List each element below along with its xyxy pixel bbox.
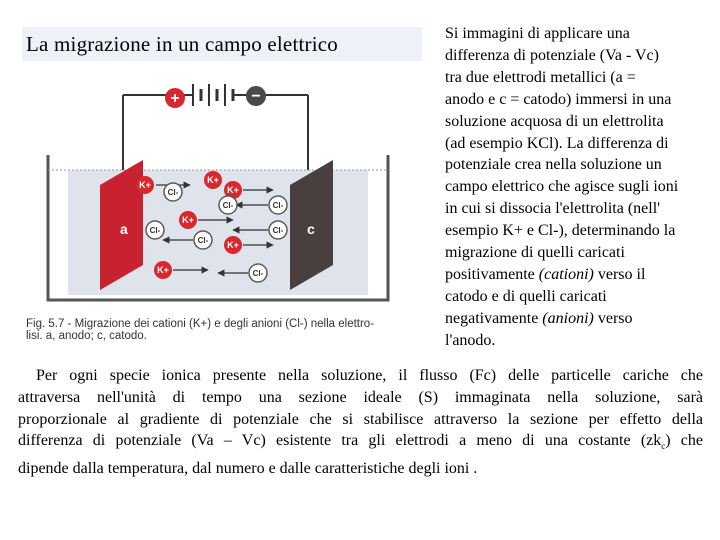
anion-cl-3-label: Cl- [222,201,234,210]
paragraph-line: attraversa nell'unità di tempo una sezione ideale (S) immaginata nella soluzione, sarà [18,388,703,406]
caption-line: lisi. a, anodo; c, catodo. [26,330,147,342]
cation-k-4-label: K+ [227,240,239,250]
cation-k-2-label: K+ [227,185,239,195]
side-line: differenza di potenziale (Va - Vc) [445,46,659,64]
minus-sign: − [251,88,261,105]
side-line: l'anodo. [445,331,496,349]
side-line-part: verso il [593,265,646,283]
slide-title-text: La migrazione in un campo elettrico [26,32,338,56]
side-line-part: positivamente [445,265,539,283]
side-line: potenziale crea nella soluzione un [445,156,662,174]
anions-term: (anioni) [542,309,594,327]
cation-k-5-label: K+ [157,265,169,275]
cations-term: (cationi) [538,265,594,283]
anion-cl-6-label: Cl- [252,269,264,278]
paragraph-line-part: ) che [665,432,704,450]
caption-line: Fig. 5.7 - Migrazione dei cationi (K+) e degli anioni (Cl-) nella elettro- [26,318,375,330]
electrolysis-diagram [18,80,418,320]
figure-caption [26,318,426,342]
anion-cl-1-label: Cl- [167,188,179,197]
paragraph-line [18,430,703,458]
paragraph-line: proporzionale al gradiente di potenziale che si stabilisce attraverso la sezione per effetto della [18,410,703,428]
paragraph-line-part: differenza di potenziale (Va – Vc) esistente tra gli elettrodi a meno di una costante (zk [18,432,662,450]
side-explanation [445,23,713,352]
side-line: anodo e c = catodo) immersi in una [445,90,672,108]
side-line: Si immagini di applicare una [445,25,630,42]
cation-k-6-label: K+ [207,175,219,185]
cathode-label: c [307,221,315,237]
cation-k-1-label: K+ [139,180,151,190]
side-line: tra due elettrodi metallici (a = [445,68,636,86]
side-line-part: negativamente [445,309,543,327]
side-line: campo elettrico che agisce sugli ioni [445,178,679,196]
side-line: catodo e di quelli caricati [445,287,607,305]
plus-sign: + [170,90,180,107]
body-paragraph [18,365,703,480]
side-line: soluzione acquosa di un elettrolita [445,112,664,130]
side-line: migrazione di quelli caricati [445,244,625,262]
side-line [445,308,713,330]
side-line-part: verso [593,309,633,327]
anion-cl-2-label: Cl- [272,201,284,210]
cation-k-3-label: K+ [182,215,194,225]
side-line [445,264,713,286]
electrolysis-figure [18,80,418,350]
side-line: in cui si dissocia l'elettrolita (nell' [445,200,661,218]
subscript-c: c [661,441,666,452]
anode-label: a [120,221,128,237]
slide-title [22,27,422,61]
anion-cl-7-label: Cl- [149,226,161,235]
side-line: esempio K+ e Cl-), determinando la [445,222,676,240]
anion-cl-5-label: Cl- [197,236,209,245]
paragraph-line: dipende dalla temperatura, dal numero e dalle caratteristiche degli ioni . [18,460,478,478]
side-line: (ad esempio KCl). La differenza di [445,134,669,152]
anion-cl-4-label: Cl- [272,226,284,235]
paragraph-line: Per ogni specie ionica presente nella soluzione, il flusso (Fc) delle particelle cariche che [36,367,703,384]
circuit-wires [123,95,308,180]
